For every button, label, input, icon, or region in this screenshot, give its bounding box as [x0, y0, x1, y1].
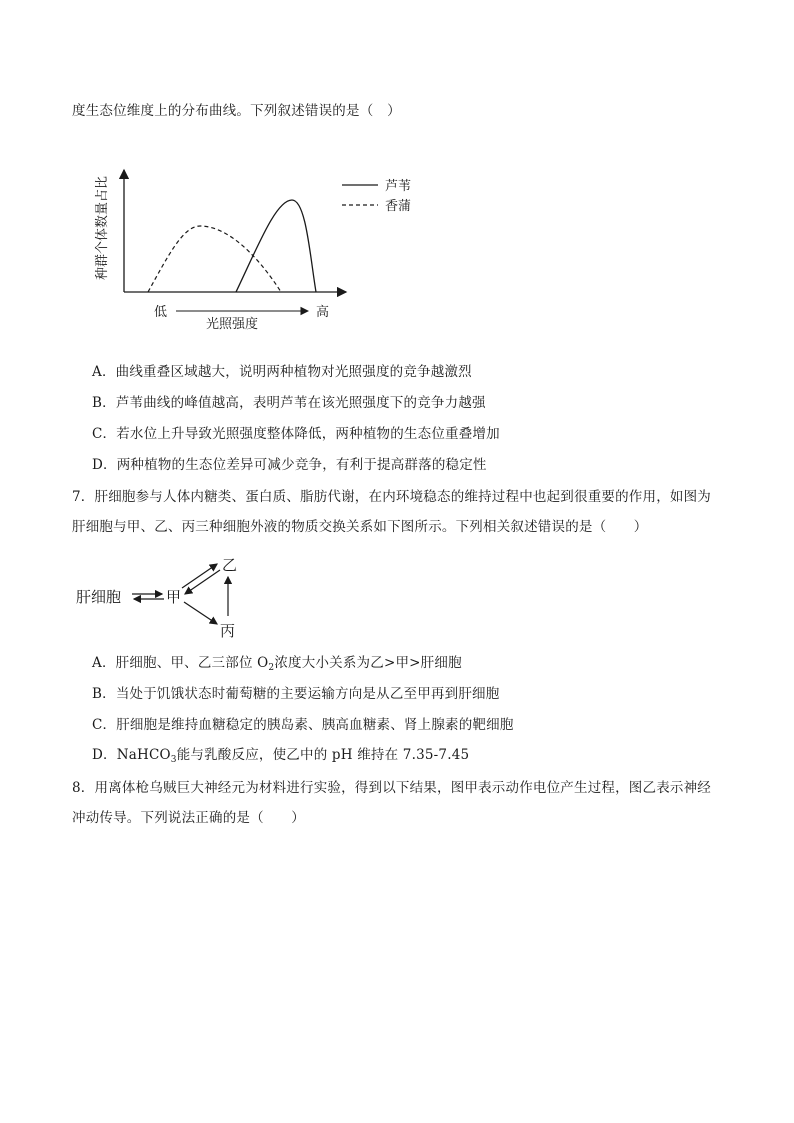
x-high-label: 高: [316, 305, 330, 320]
q6-option-d: D．两种植物的生态位差异可减少竞争，有利于提高群落的稳定性: [92, 457, 487, 473]
q7-stem-line1: 7．肝细胞参与人体内糖类、蛋白质、脂肪代谢，在内环境稳态的维持过程中也起到很重要的作用，如图为: [72, 489, 711, 505]
series-xiangpu-curve: [148, 226, 281, 292]
q8-stem-line2: 冲动传导。下列说法正确的是（ ）: [72, 810, 305, 826]
q7-option-c: C．肝细胞是维持血糖稳定的胰岛素、胰高血糖素、肾上腺素的靶细胞: [92, 717, 514, 733]
q6-option-b: B．芦苇曲线的峰值越高，表明芦苇在该光照强度下的竞争力越强: [92, 395, 486, 411]
x-low-label: 低: [154, 305, 168, 320]
fluid-exchange-diagram: [70, 550, 260, 642]
q6-option-a: A．曲线重叠区域越大，说明两种植物对光照强度的竞争越激烈: [92, 364, 472, 380]
niche-curve-figure: [88, 146, 428, 332]
legend-xiangpu-label: 香蒲: [385, 199, 412, 214]
node-liver-cell: 肝细胞: [76, 588, 122, 606]
q6-intro: 度生态位维度上的分布曲线。下列叙述错误的是（ ）: [72, 103, 401, 119]
y-axis-label: 种群个体数量占比: [95, 175, 110, 281]
q7-option-d: D．NaHCO$_3$能与乳酸反应，使乙中的 pH 维持在 7.35-7.45: [92, 747, 470, 765]
node-bing: 丙: [220, 622, 236, 640]
arrow-jia-to-bing: [184, 602, 217, 624]
node-yi: 乙: [222, 556, 238, 574]
legend-luwei-label: 芦苇: [385, 179, 412, 194]
x-axis-label: 光照强度: [206, 317, 259, 332]
q6-option-c: C．若水位上升导致光照强度整体降低，两种植物的生态位重叠增加: [92, 426, 500, 442]
q7-option-a: A．肝细胞、甲、乙三部位 $O_2$浓度大小关系为乙>甲>肝细胞: [92, 655, 462, 673]
q8-stem-line1: 8．用离体枪乌贼巨大神经元为材料进行实验，得到以下结果，图甲表示动作电位产生过程，图乙表示神经: [72, 780, 711, 796]
node-jia: 甲: [166, 588, 182, 606]
series-luwei-curve: [236, 200, 316, 292]
q7-stem-line2: 肝细胞与甲、乙、丙三种细胞外液的物质交换关系如下图所示。下列相关叙述错误的是（ ）: [72, 519, 648, 535]
q7-option-b: B．当处于饥饿状态时葡萄糖的主要运输方向是从乙至甲再到肝细胞: [92, 686, 500, 702]
